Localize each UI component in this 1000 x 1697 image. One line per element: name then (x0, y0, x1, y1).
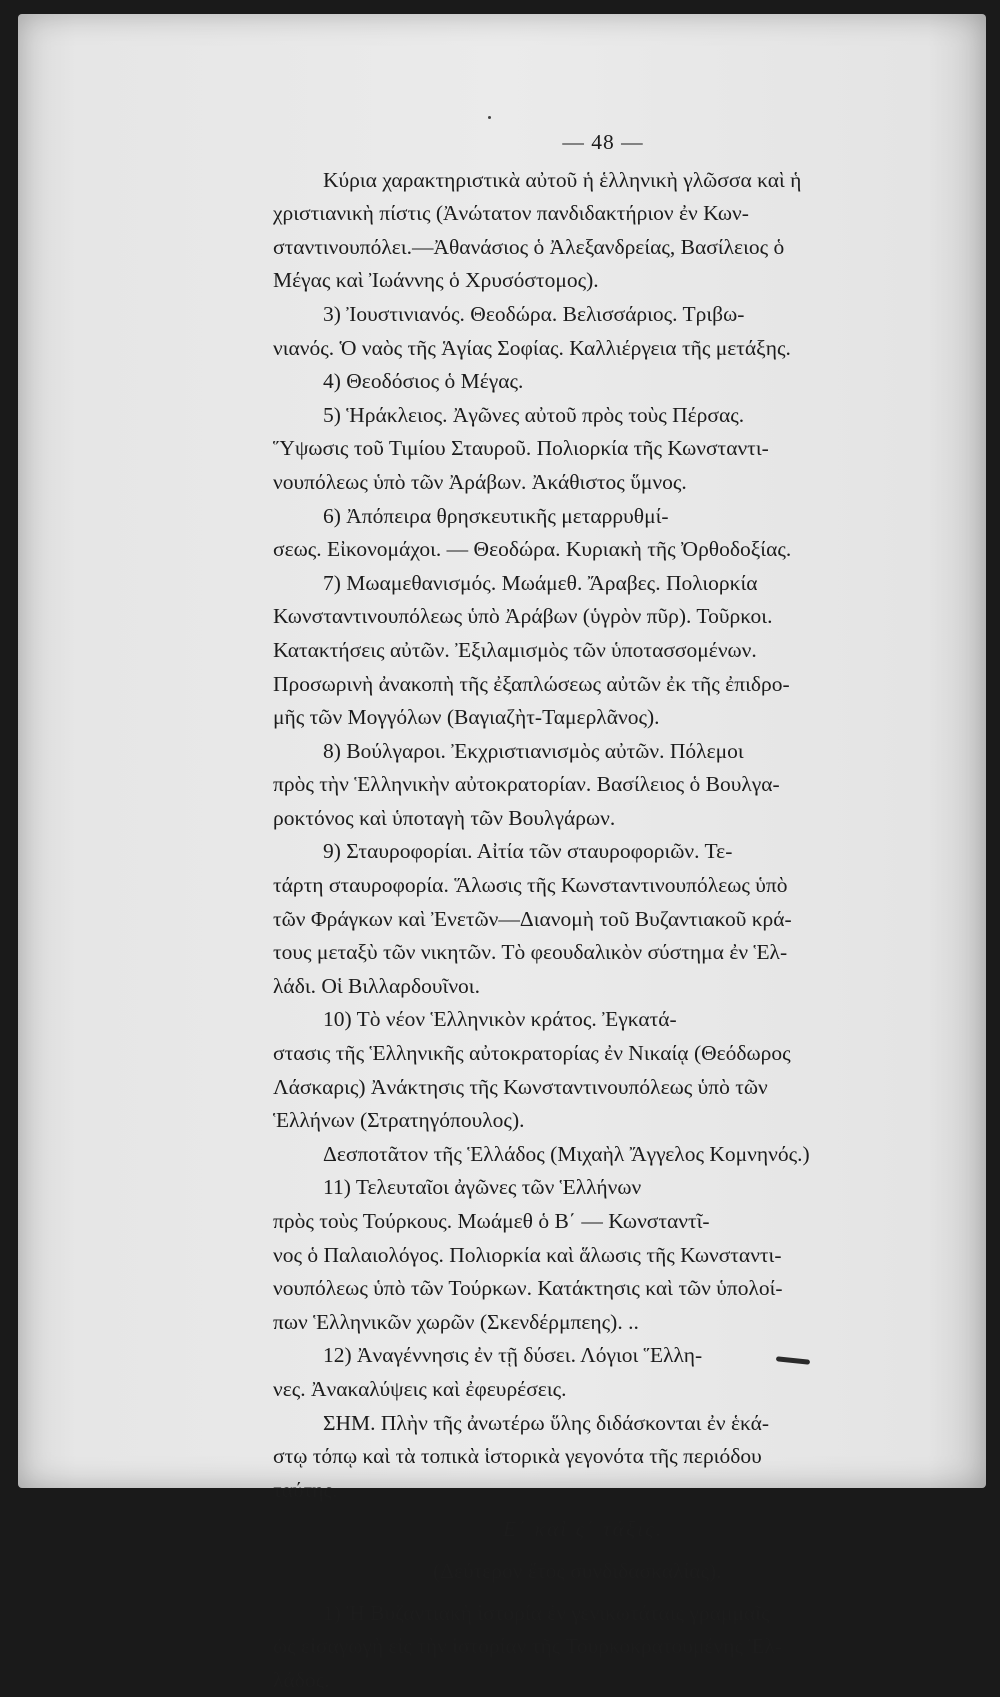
item-3-line: 3) Ἰουστινιανός. Θεοδώρα. Βελισσάριος. Τριβω- (323, 301, 745, 326)
text-line: μῆς τῶν Μογγόλων (Βαγιαζὴτ-Ταμερλᾶνος). (273, 705, 660, 730)
text-line: Δεσποτᾶτον τῆς Ἑλλάδος (Μιχαὴλ Ἄγγελος Κομνηνός.) (323, 1141, 810, 1166)
page-number: — 48 — (562, 130, 644, 154)
text-line: σεως. Εἰκονομάχοι. — Θεοδώρα. Κυριακὴ τῆς Ὀρθοδοξίας. (273, 537, 792, 562)
text-line: Προσωρινὴ ἀνακοπὴ τῆς ἐξαπλώσεως αὐτῶν ἐκ τῆς ἐπιδρο- (273, 671, 790, 696)
text-line: Ἑλλήνων (Στρατηγόπουλος). (273, 1108, 525, 1133)
text-line: ροκτόνος καὶ ὑποταγὴ τῶν Βουλγάρων. (273, 805, 616, 830)
item-10-line: 10) Τὸ νέον Ἑλληνικὸν κράτος. Ἐγκατά- (323, 1007, 677, 1032)
text-line: πων Ἑλληνικῶν χωρῶν (Σκενδέρμπεης). .. (273, 1309, 639, 1334)
text-line: Κατακτήσεις αὐτῶν. Ἐξιλαμισμὸς τῶν ὑποτασσομένων. (273, 637, 757, 662)
text-line: νος ὁ Παλαιολόγος. Πολιορκία καὶ ἅλωσις τῆς Κωνσταντι- (273, 1242, 782, 1267)
text-line: ταύτης. (273, 1477, 338, 1502)
item-5-line: 5) Ἡράκλειος. Ἀγῶνες αὐτοῦ πρὸς τοὺς Πέρσας. (323, 402, 745, 427)
text-line: Μέγας καὶ Ἰωάννης ὁ Χρυσόστομος). (273, 268, 599, 293)
text-line: ὡς εἰσαγωγὴ εἰς τὴν ἱστορίαν τῆς Τουρκοκρατουμένης Ἑλ- (273, 1634, 783, 1659)
text-line: πρὸς τὴν Ἑλληνικὴν αὐτοκρατορίαν. Βασίλειος ὁ Βουλγα- (273, 772, 780, 797)
text-line: Ὕψωσις τοῦ Τιμίου Σταυροῦ. Πολιορκία τῆς Κωνσταντι- (273, 436, 769, 461)
note-line: ΣΗΜ. Πλὴν τῆς ἀνωτέρω ὕλης διδάσκονται ἐν ἑκά- (323, 1410, 770, 1435)
item-12-line: 12) Ἀναγέννησις ἐν τῇ δύσει. Λόγιοι Ἕλλη- (323, 1343, 703, 1368)
text-line: σταντινουπόλει.—Ἀθανάσιος ὁ Ἀλεξανδρείας, Βασίλειος ὁ (273, 234, 785, 259)
text-line: Κωνσταντινουπόλεως ὑπὸ Ἀράβων (ὑγρὸν πῦρ). Τοῦρκοι. (273, 604, 773, 629)
text-line: πρὸς τοὺς Τούρκους. Μωάμεθ ὁ Β΄ — Κωνσταντῖ- (273, 1209, 710, 1233)
item-8-line: 8) Βούλγαροι. Ἐκχριστιανισμὸς αὐτῶν. Πόλεμοι (323, 738, 744, 763)
text-line: στῳ τόπῳ καὶ τὰ τοπικὰ ἱστορικὰ γεγονότα τῆς περιόδου (273, 1444, 762, 1469)
section-heading: Ε΄ καὶ ς΄ τάξις. (503, 1517, 664, 1542)
text-line: λάδος. (273, 1667, 330, 1692)
text-line: Λάσκαρις) Ἀνάκτησις τῆς Κωνσταντινουπόλεως ὑπὸ τῶν (273, 1074, 768, 1099)
section-subheading: (Δεύτερον ἔτος συνδιδασκαλίας). (433, 1558, 722, 1583)
text-line: νες. Ἀνακαλύψεις καὶ ἐφευρέσεις. (273, 1376, 567, 1401)
text-line: νουπόλεως ὑπὸ τῶν Ἀράβων. Ἀκάθιστος ὕμνος. (273, 469, 687, 494)
text-line: τῶν Φράγκων καὶ Ἐνετῶν—Διανομὴ τοῦ Βυζαντιακοῦ κρά- (273, 906, 792, 931)
item-7-line: 7) Μωαμεθανισμός. Μωάμεθ. Ἄραβες. Πολιορκία (323, 570, 758, 595)
item-6-line: 6) Ἀπόπειρα θρησκευτικῆς μεταρρυθμί- (323, 503, 669, 528)
text-line: τους μεταξὺ τῶν νικητῶν. Τὸ φεουδαλικὸν σύστημα ἐν Ἑλ- (273, 940, 788, 965)
page-text (273, 126, 933, 1697)
book-page (18, 14, 986, 1692)
text-line: τάρτη σταυροφορία. Ἅλωσις τῆς Κωνσταντινουπόλεως ὑπὸ (273, 873, 788, 898)
item-11-line: 11) Τελευταῖοι ἀγῶνες τῶν Ἑλλήνων (323, 1175, 642, 1200)
text-line: χριστιανικὴ πίστις (Ἀνώτατον πανδιδακτήριον ἐν Κων- (273, 201, 749, 226)
text-line: 1) Ἡ Βυζαντιακὴ ἱστορία ἐν γενικωτάταις γραμμαῖς (323, 1600, 770, 1625)
text-line: στασις τῆς Ἑλληνικῆς αὐτοκρατορίας ἐν Νικαίᾳ (Θεόδωρος (273, 1041, 791, 1066)
ink-speck (488, 116, 491, 119)
text-line: λάδι. Οἱ Βιλλαρδουῖνοι. (273, 973, 480, 998)
text-line: νιανός. Ὁ ναὸς τῆς Ἁγίας Σοφίας. Καλλιέργεια τῆς μετάξης. (273, 335, 791, 360)
text-line: νουπόλεως ὑπὸ τῶν Τούρκων. Κατάκτησις καὶ τῶν ὑπολοί- (273, 1276, 783, 1301)
text-line: Κύρια χαρακτηριστικὰ αὐτοῦ ἡ ἑλληνικὴ γλῶσσα καὶ ἡ (323, 167, 802, 192)
item-9-line: 9) Σταυροφορίαι. Αἰτία τῶν σταυροφοριῶν. Τε- (323, 839, 733, 864)
item-4-line: 4) Θεοδόσιος ὁ Μέγας. (323, 369, 524, 394)
